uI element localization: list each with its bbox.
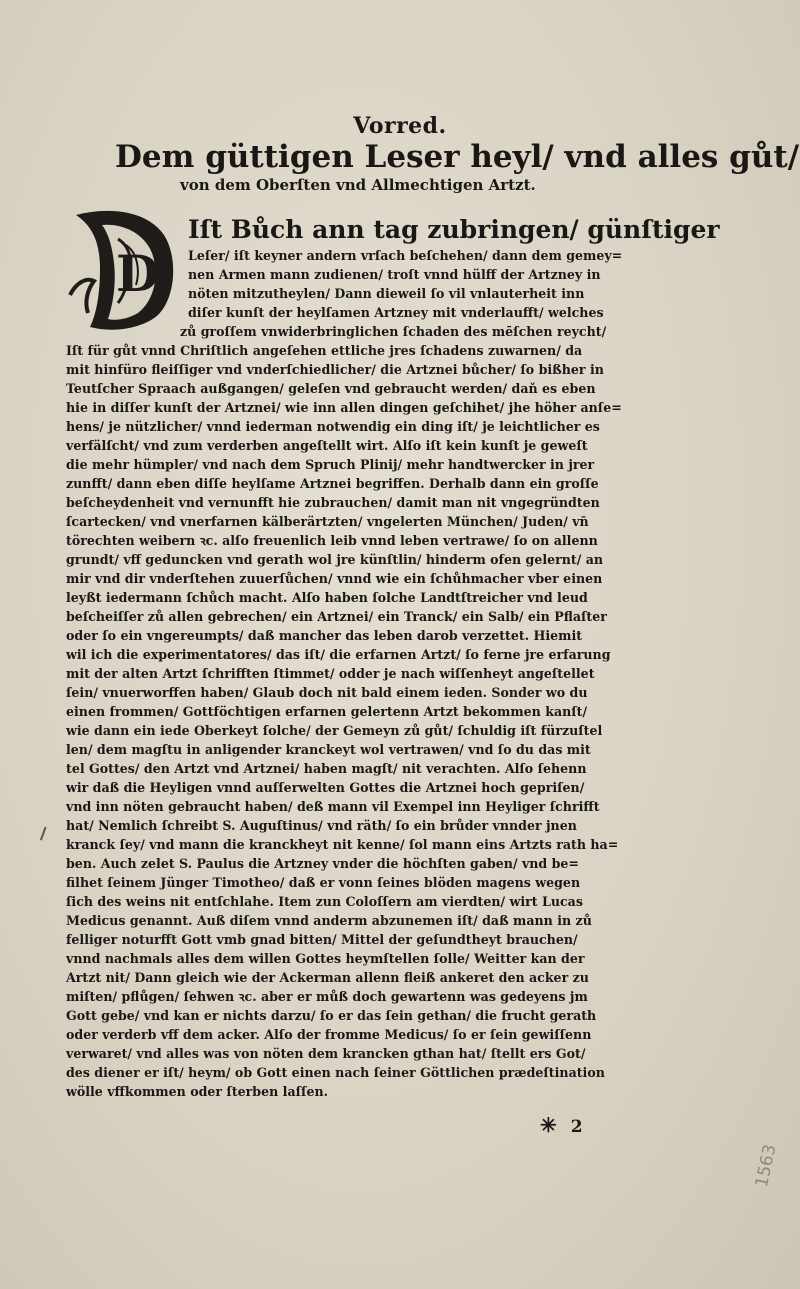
text-line: miſten/ pflůgen/ ſehwen ꝛc. aber er můß doch gewartenn was gedeyens jm (66, 989, 588, 1004)
text-line: Medicus genannt. Auß diſem vnnd anderm abzunemen iſt/ daß mann in zů (66, 913, 592, 928)
text-line: wil ich die experimentatores/ das iſt/ die erfarnen Artzt/ ſo ferne jre erfarung (66, 647, 611, 662)
text-line: beſcheiſſer zů allen gebrechen/ ein Artznei/ ein Tranck/ ein Salb/ ein Pflaſter (66, 609, 607, 624)
text-line: vnd inn nöten gebraucht haben/ deß mann vil Exempel inn Heyliger ſchrifft (66, 799, 600, 814)
text-line: filhet ſeinem Jünger Timotheo/ daß er vonn ſeines blöden magens wegen (66, 875, 581, 890)
text-line: ſich des weins nit entſchlahe. Item zun Coloſſern am vierdten/ wirt Lucas (66, 894, 583, 909)
text-line: oder ſo ein vngereumpts/ daß mancher das leben darob verzettet. Hiemit (66, 628, 583, 643)
text-line: oder verderb vff dem acker. Alſo der fromme Medicus/ ſo er ſein gewiſſenn (66, 1027, 592, 1042)
text-line: Iſt für gůt vnnd Chriſtlich angeſehen ettliche jres ſchadens zuwarnen/ da (66, 343, 583, 358)
signature-number: 2 (570, 1117, 583, 1137)
text-line: ben. Auch zelet S. Paulus die Artzney vnder die höchſten gaben/ vnd be= (66, 856, 579, 871)
text-line: ſcartecken/ vnd vnerfarnen kälberärtzten/ vngelerten München/ Juden/ vn̄ (66, 514, 589, 529)
text-line: nöten mitzutheylen/ Dann dieweil ſo vil vnlauterheit inn (188, 286, 585, 301)
text-line: mir vnd dir vnderſtehen zuuerſůchen/ vnnd wie ein ſchůhmacher vber einen (66, 571, 603, 586)
text-line: ſein/ vnuerworffen haben/ Glaub doch nit bald einem ieden. Sonder wo du (66, 685, 588, 700)
text-line: len/ dem magſtu in anligender kranckeyt wol vertrawen/ vnd ſo du das mit (66, 742, 591, 757)
running-head: Vorred. (353, 113, 447, 139)
text-line: vnnd nachmals alles dem willen Gottes heymſtellen ſolle/ Weitter kan der (66, 951, 585, 966)
text-line: zů groſſem vnwiderbringlichen ſchaden des mēſchen reycht/ (180, 324, 607, 339)
pencil-annotation: 1563 (752, 1142, 781, 1190)
page-subtitle: von dem Oberſten vnd Allmechtigen Artzt. (180, 176, 536, 194)
text-line: verfälſcht/ vnd zum verderben angeſtellt wirt. Alſo iſt kein kunſt je geweſt (66, 438, 588, 453)
decorated-initial-letter (66, 205, 178, 333)
text-line: Gott gebe/ vnd kan er nichts darzu/ ſo er das ſein gethan/ die frucht gerath (66, 1008, 597, 1023)
text-line: verwaret/ vnd alles was von nöten dem krancken gthan hat/ ſtellt ers Got/ (66, 1046, 586, 1061)
text-line: wie dann ein iede Oberkeyt ſolche/ der Gemeyn zů gůt/ ſchuldig iſt fürzuſtel (66, 723, 603, 738)
text-line: hens/ je nützlicher/ vnnd iederman notwendig ein ding iſt/ je leichtlicher es (66, 419, 600, 434)
text-line: grundt/ vff geduncken vnd gerath wol jre künſtlin/ hinderm ofen gelernt/ an (66, 552, 604, 567)
text-line: zunfft/ dann eben diſſe heylſame Artznei begriffen. Derhalb dann ein groſſe (66, 476, 599, 491)
text-line: Teutſcher Spraach außgangen/ geleſen vnd gebraucht werden/ daň es eben (66, 381, 596, 396)
text-line: Artzt nit/ Dann gleich wie der Ackerman allenn fleiß ankeret den acker zu (66, 970, 589, 985)
text-line: Leſer/ iſt keyner andern vrſach beſchehen/ dann dem gemey= (188, 248, 623, 263)
text-line: die mehr hümpler/ vnd nach dem Spruch Plinij/ mehr handtwercker in jrer (66, 457, 595, 472)
text-line: kranck ſey/ vnd mann die kranckheyt nit kenne/ ſol mann eins Artzts rath ha= (66, 837, 619, 852)
text-line: nen Armen mann zudienen/ troſt vnnd hülff der Artzney in (188, 267, 601, 282)
signature-mark (540, 1113, 583, 1137)
text-line: hie in diſſer kunſt der Artznei/ wie inn allen dingen geſchihet/ jhe höher anſe= (66, 400, 622, 415)
text-line: mit hinfüro fleiſſiger vnd vnderſchiedlicher/ die Artznei bůcher/ ſo bißher in (66, 362, 604, 377)
text-line: wir daß die Heyligen vnnd auſſerwelten Gottes die Artznei hoch gepriſen/ (66, 780, 585, 795)
text-line: felliger noturfft Gott vmb gnad bitten/ Mittel der geſundtheyt brauchen/ (66, 932, 578, 947)
text-line: leyßt iedermann ſchůch macht. Alſo haben ſolche Landtſtreicher vnd leud (66, 590, 588, 605)
text-line: mit der alten Artzt ſchrifften ſtimmet/ odder je nach wiſſenheyt angeſtellet (66, 666, 595, 681)
text-line: diſer kunſt der heylſamen Artzney mit vnderlaufft/ welches (188, 305, 604, 320)
text-line: tel Gottes/ den Artzt vnd Artznei/ haben magſt/ nit verachten. Alſo ſehenn (66, 761, 587, 776)
initial-letter-glyph: D (116, 244, 160, 303)
text-line: hat/ Nemlich ſchreibt S. Auguſtinus/ vnd räth/ ſo ein brůder vnnder jnen (66, 818, 577, 833)
page-title: Dem güttigen Leser heyl/ vnd alles gůt/ (115, 139, 800, 175)
text-line: einen frommen/ Gottföchtigen erfarnen gelertenn Artzt bekommen kanſt/ (66, 704, 588, 719)
text-line: beſcheydenheit vnd vernunfft hie zubrauchen/ damit man nit vngegründten (66, 495, 600, 510)
asterism-icon: ✳ (540, 1113, 557, 1137)
text-line: des diener er iſt/ heym/ ob Gott einen nach ſeiner Göttlichen prædeſtination (66, 1065, 605, 1080)
first-text-line: Iſt Bůch ann tag zubringen/ günſtiger (188, 215, 720, 244)
text-line: wölle vffkommen oder ſterben laſſen. (66, 1084, 329, 1099)
margin-annotation-mark (40, 827, 54, 844)
text-line: törechten weibern ꝛc. alſo freuenlich leib vnnd leben vertrawe/ ſo on allenn (66, 533, 598, 548)
